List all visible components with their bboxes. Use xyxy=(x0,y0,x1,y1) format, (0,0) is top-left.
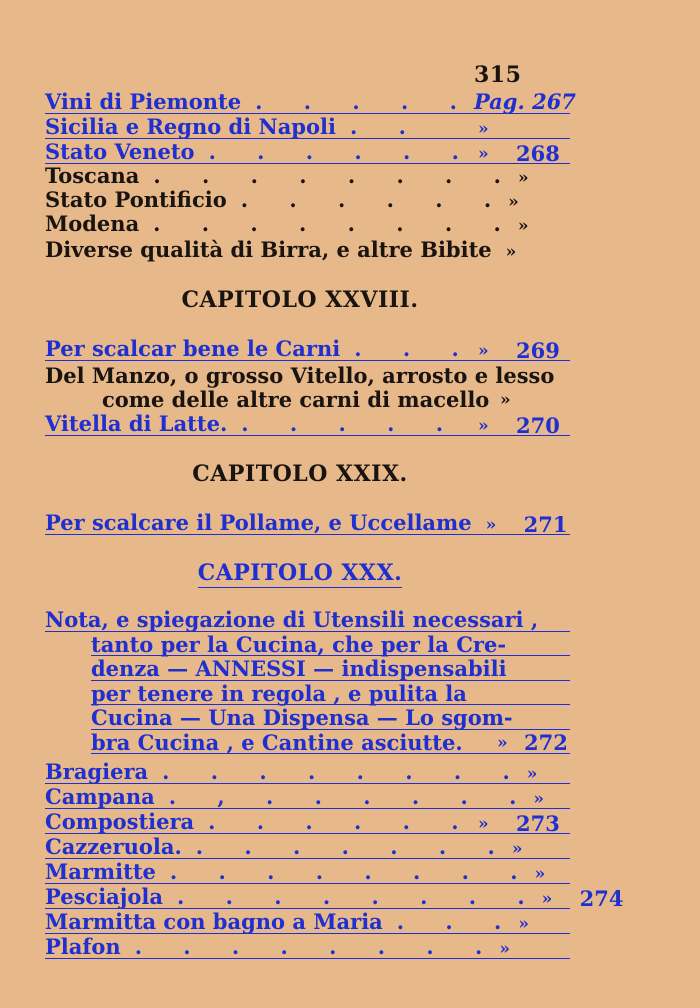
toc-entry-scalcar-carni[interactable] xyxy=(45,337,570,361)
leader-dots: . . . . . . . . xyxy=(153,211,518,236)
toc-entry-label: Toscana xyxy=(45,163,140,188)
ditto-mark: » xyxy=(478,119,489,139)
ditto-mark: » xyxy=(505,242,517,262)
leader-dots: . . . . . . . xyxy=(195,834,512,859)
toc-entry-toscana xyxy=(45,164,570,188)
toc-entry-marmitta-bagno-maria[interactable] xyxy=(45,910,570,934)
toc-entry-label: Plafon xyxy=(45,934,121,959)
page-ref: 270 xyxy=(516,413,560,438)
leader-dots: . . . . . xyxy=(255,89,474,114)
toc-entry-vitella[interactable] xyxy=(45,412,570,436)
toc-entry-line xyxy=(45,388,570,412)
ditto-mark: » xyxy=(478,814,489,834)
toc-entry-label: Vitella di Latte. xyxy=(45,411,228,436)
toc-entry-campana[interactable] xyxy=(45,785,570,809)
leader-dots: . . . . . . . . xyxy=(153,163,518,188)
toc-entry-label: Per scalcar bene le Carni xyxy=(45,336,341,361)
page-ref: Pag. 267 xyxy=(473,89,576,114)
ditto-mark: » xyxy=(497,732,508,753)
toc-entry-bragiera[interactable] xyxy=(45,760,570,784)
toc-entry-label: Per scalcare il Pollame, e Uccellame xyxy=(45,510,472,535)
toc-entry-label: Pesciajola xyxy=(45,884,163,909)
ditto-mark: » xyxy=(511,839,523,859)
page-ref: 268 xyxy=(516,141,560,166)
toc-entry-pollame[interactable] xyxy=(45,511,570,535)
chapter-heading-29: CAPITOLO XXIX. xyxy=(192,461,408,487)
toc-entry-label: Vini di Piemonte xyxy=(45,89,242,114)
leader-dots: . . . . . . xyxy=(208,809,476,834)
toc-entry-compostiera[interactable] xyxy=(45,810,570,834)
chapter-heading-30[interactable] xyxy=(0,560,600,586)
page-ref: 274 xyxy=(579,886,624,911)
ditto-mark: » xyxy=(534,864,546,884)
toc-entry-manzo xyxy=(45,364,570,412)
ditto-mark: » xyxy=(518,168,529,188)
ditto-mark: » xyxy=(478,416,489,436)
leader-dots: . . . . . xyxy=(241,411,461,436)
page-ref: 273 xyxy=(516,811,560,836)
toc-entry-line: Del Manzo, o grosso Vitello, arrosto e lesso xyxy=(45,363,555,388)
leader-dots: . . . . . . . . xyxy=(176,884,542,909)
leader-dots: . . . . . . xyxy=(208,139,476,164)
toc-entry-label: Sicilia e Regno di Napoli xyxy=(45,114,336,139)
page-ref xyxy=(516,117,570,141)
leader-dots: . . . xyxy=(354,336,476,361)
toc-entry-label: Stato Pontificio xyxy=(45,187,227,212)
toc-entry-label: Diverse qualità di Birra, e altre Bibite xyxy=(45,237,492,262)
page-ref: 271 xyxy=(523,512,568,537)
toc-entry-label: Marmitte xyxy=(45,859,156,884)
toc-entry-label: Stato Veneto xyxy=(45,139,195,164)
toc-entry-nota-utensili[interactable] xyxy=(45,608,570,755)
toc-entry-label: Compostiera xyxy=(45,809,195,834)
ditto-mark: » xyxy=(508,192,519,212)
toc-entry-plafon[interactable] xyxy=(45,935,570,959)
chapter-heading-28: CAPITOLO XXVIII. xyxy=(181,287,419,313)
page-number: 315 xyxy=(474,62,522,88)
toc-entry-modena xyxy=(45,212,570,236)
toc-entry-line-text: bra Cucina , e Cantine asciutte. xyxy=(91,729,463,755)
toc-entry-marmitte[interactable] xyxy=(45,860,570,884)
toc-entry-birra xyxy=(45,238,570,262)
ditto-mark: » xyxy=(478,341,489,361)
ditto-mark: » xyxy=(500,390,511,410)
ditto-mark: » xyxy=(485,515,497,535)
toc-entry-line-last xyxy=(45,731,570,756)
page-ref: 269 xyxy=(516,338,560,363)
toc-entry-vini-di-piemonte[interactable] xyxy=(45,89,576,114)
leader-dots: . . . xyxy=(396,909,519,934)
toc-entry-line: Cucina — Una Dispensa — Lo sgom- xyxy=(45,706,570,731)
toc-entry-cazzeruola[interactable] xyxy=(45,835,570,859)
page-ref: 272 xyxy=(524,729,568,755)
ditto-mark: » xyxy=(541,889,553,909)
leader-dots: . . . . . . . . xyxy=(162,759,527,784)
toc-entry-stato-veneto[interactable] xyxy=(45,140,570,164)
toc-entry-label: Bragiera xyxy=(45,759,149,784)
toc-entry-label: Campana xyxy=(45,784,155,809)
ditto-mark: » xyxy=(526,764,538,784)
leader-dots: . , . . . . . . xyxy=(168,784,534,809)
toc-entry-label: Marmitta con bagno a Maria xyxy=(45,909,383,934)
leader-dots: . . xyxy=(349,114,423,139)
toc-entry-line-text: come delle altre carni di macello xyxy=(102,387,490,412)
leader-dots: . . . . . . . . xyxy=(134,934,500,959)
ditto-mark: » xyxy=(499,939,510,959)
toc-entry-line: per tenere in regola , e pulita la xyxy=(45,682,570,707)
ditto-mark: » xyxy=(518,914,529,934)
toc-entry-label: Cazzeruola. xyxy=(45,834,182,859)
chapter-heading-text: CAPITOLO XXX. xyxy=(197,560,403,586)
ditto-mark: » xyxy=(517,216,529,236)
leader-dots: . . . . . . xyxy=(240,187,509,212)
toc-entry-line: Nota, e spiegazione di Utensili necessari , xyxy=(45,608,570,633)
toc-entry-sicilia[interactable] xyxy=(45,115,570,139)
toc-entry-line: denza — ANNESSI — indispensabili xyxy=(45,657,570,682)
toc-entry-label: Modena xyxy=(45,211,140,236)
ditto-mark: » xyxy=(478,144,489,164)
toc-entry-stato-pontificio xyxy=(45,188,570,212)
ditto-mark: » xyxy=(533,789,545,809)
toc-entry-pesciajola[interactable] xyxy=(45,884,624,911)
toc-entry-line: tanto per la Cucina, che per la Cre- xyxy=(45,633,570,658)
leader-dots: . . . . . . . . xyxy=(169,859,535,884)
